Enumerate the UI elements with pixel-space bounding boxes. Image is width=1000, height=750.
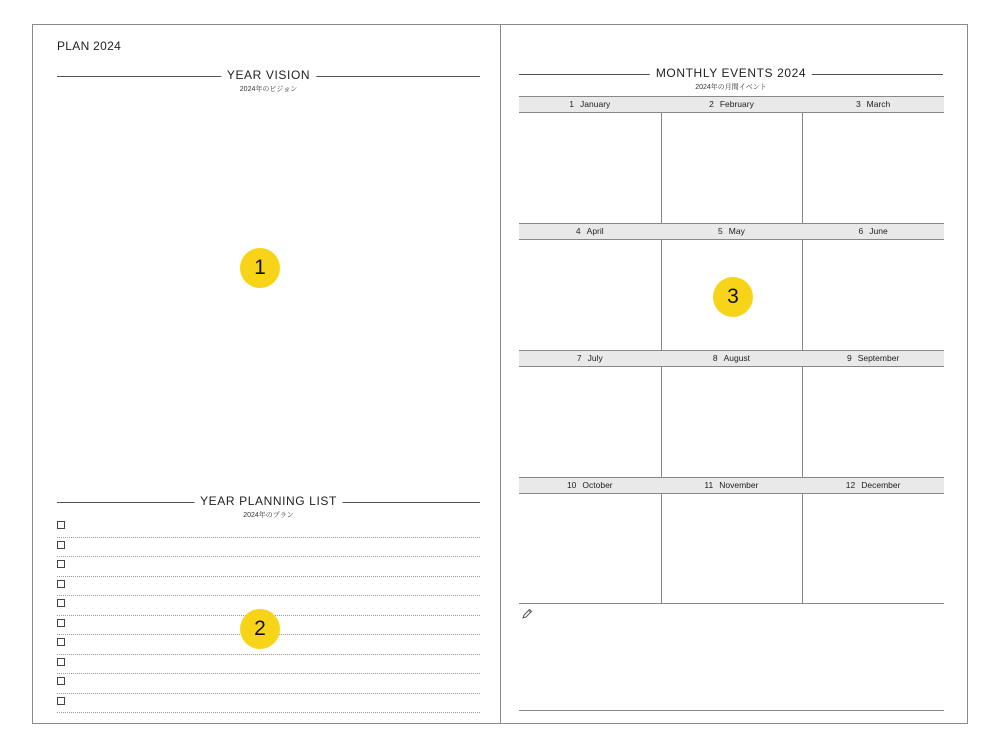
year-planning-title: YEAR PLANNING LIST bbox=[194, 494, 343, 508]
month-name: August bbox=[723, 353, 751, 363]
monthly-events-title: MONTHLY EVENTS 2024 bbox=[650, 66, 812, 80]
number-badge-1: 1 bbox=[240, 248, 280, 288]
checkbox[interactable] bbox=[57, 638, 65, 646]
number-badge-3: 3 bbox=[713, 277, 753, 317]
month-cell-july[interactable] bbox=[519, 367, 661, 477]
month-cell-october[interactable] bbox=[519, 494, 661, 604]
planning-list-row[interactable] bbox=[57, 674, 480, 694]
month-cell-february[interactable] bbox=[661, 113, 803, 223]
month-label-december bbox=[802, 477, 944, 494]
month-label-november bbox=[661, 477, 803, 494]
checkbox[interactable] bbox=[57, 599, 65, 607]
column-divider bbox=[802, 494, 803, 604]
month-number: 12 bbox=[845, 480, 856, 490]
month-cell-november[interactable] bbox=[661, 494, 803, 604]
month-cell-august[interactable] bbox=[661, 367, 803, 477]
month-cell-december[interactable] bbox=[802, 494, 944, 604]
memo-divider bbox=[519, 603, 944, 604]
month-name: October bbox=[582, 480, 613, 490]
month-name: September bbox=[857, 353, 900, 363]
monthly-events-subtitle: 2024年の月間イベント bbox=[695, 84, 767, 91]
month-cell-january[interactable] bbox=[519, 113, 661, 223]
year-planning-subtitle: 2024年のプラン bbox=[243, 512, 294, 519]
checkbox[interactable] bbox=[57, 677, 65, 685]
month-name: November bbox=[719, 480, 759, 490]
month-label-june bbox=[802, 223, 944, 240]
month-number: 7 bbox=[576, 353, 582, 363]
month-number: 11 bbox=[704, 480, 714, 490]
month-label-may bbox=[661, 223, 803, 240]
checkbox[interactable] bbox=[57, 560, 65, 568]
planning-list-row[interactable] bbox=[57, 694, 480, 714]
month-label-april bbox=[519, 223, 661, 240]
month-name: May bbox=[728, 226, 745, 236]
memo-area[interactable] bbox=[519, 605, 944, 709]
month-label-march bbox=[802, 96, 944, 113]
checkbox[interactable] bbox=[57, 619, 65, 627]
month-name: June bbox=[869, 226, 888, 236]
month-number: 8 bbox=[712, 353, 718, 363]
month-cell-march[interactable] bbox=[802, 113, 944, 223]
planning-list-row[interactable] bbox=[57, 655, 480, 675]
right-page bbox=[500, 24, 968, 724]
column-divider bbox=[802, 113, 803, 223]
column-divider bbox=[661, 240, 662, 350]
month-label-august bbox=[661, 350, 803, 367]
month-label-february bbox=[661, 96, 803, 113]
month-number: 9 bbox=[846, 353, 852, 363]
year-planning-header bbox=[57, 485, 480, 519]
memo-bottom-rule bbox=[519, 710, 944, 711]
calendar-row bbox=[519, 350, 944, 477]
left-page bbox=[32, 24, 500, 724]
month-label-july bbox=[519, 350, 661, 367]
column-divider bbox=[802, 240, 803, 350]
year-vision-title: YEAR VISION bbox=[221, 68, 316, 82]
planning-list-row[interactable] bbox=[57, 538, 480, 558]
checkbox[interactable] bbox=[57, 521, 65, 529]
month-number: 1 bbox=[569, 99, 575, 109]
checkbox[interactable] bbox=[57, 697, 65, 705]
month-number: 2 bbox=[709, 99, 714, 109]
plan-title: PLAN 2024 bbox=[57, 39, 122, 53]
month-name: February bbox=[719, 99, 754, 109]
calendar-row bbox=[519, 96, 944, 223]
calendar-row bbox=[519, 477, 944, 604]
planning-list-row[interactable] bbox=[57, 557, 480, 577]
month-name: March bbox=[866, 99, 891, 109]
checkbox[interactable] bbox=[57, 658, 65, 666]
month-label-september bbox=[802, 350, 944, 367]
number-badge-2: 2 bbox=[240, 609, 280, 649]
month-cell-june[interactable] bbox=[802, 240, 944, 350]
month-name: January bbox=[580, 99, 611, 109]
month-number: 3 bbox=[855, 99, 861, 109]
month-name: April bbox=[586, 226, 604, 236]
year-vision-header bbox=[57, 59, 480, 93]
monthly-calendar bbox=[519, 96, 944, 604]
month-number: 5 bbox=[718, 226, 723, 236]
month-name: December bbox=[861, 480, 901, 490]
checkbox[interactable] bbox=[57, 541, 65, 549]
month-name: July bbox=[587, 353, 603, 363]
month-label-october bbox=[519, 477, 661, 494]
column-divider bbox=[661, 113, 662, 223]
month-label-january bbox=[519, 96, 661, 113]
column-divider bbox=[661, 367, 662, 477]
column-divider bbox=[802, 367, 803, 477]
month-cell-september[interactable] bbox=[802, 367, 944, 477]
column-divider bbox=[661, 494, 662, 604]
month-number: 4 bbox=[575, 226, 581, 236]
checkbox[interactable] bbox=[57, 580, 65, 588]
planning-list-row[interactable] bbox=[57, 577, 480, 597]
planning-list-row[interactable] bbox=[57, 518, 480, 538]
month-cell-april[interactable] bbox=[519, 240, 661, 350]
month-number: 6 bbox=[858, 226, 864, 236]
monthly-events-header bbox=[519, 57, 943, 91]
month-number: 10 bbox=[566, 480, 577, 490]
year-vision-subtitle: 2024年のビジョン bbox=[239, 86, 298, 93]
